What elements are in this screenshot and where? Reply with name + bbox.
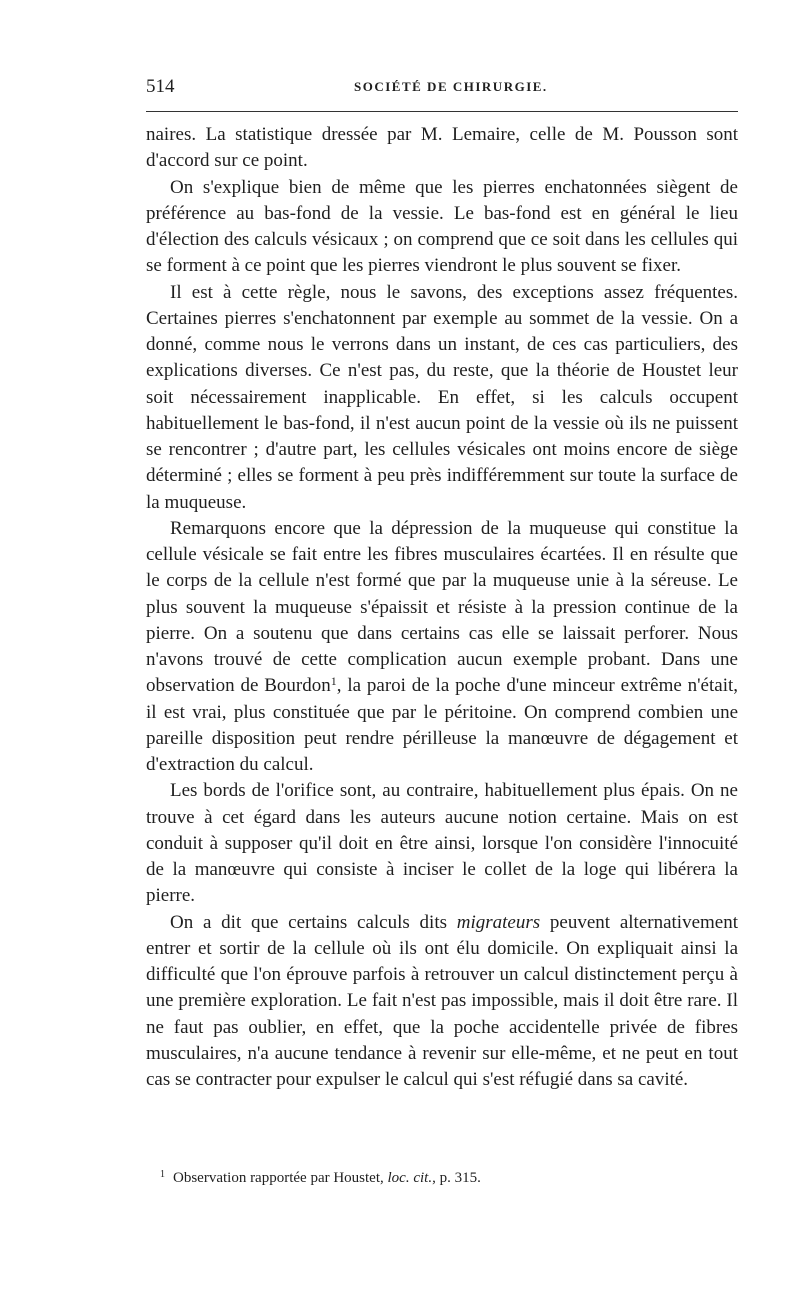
footnote-text-end: , p. 315.: [432, 1170, 481, 1186]
header-rule: [146, 111, 738, 112]
paragraph-text: Remarquons encore que la dépression de la muqueuse qui constitue la cellule vésicale se fait entre les fibres musculaires écartées. Il en résulte que le corps de la cellule n'est formé que par la muqueuse unie à la séreuse. Le plus souvent la muqueuse s'épaissit et résiste à la pression continue de la pierre. On a soutenu que dans certains cas elle se laissait perforer. Nous n'avons trouvé de cette complication aucun exemple probant. Dans une observation de Bourdon: [146, 517, 738, 697]
footnote-reference: 1: [330, 674, 337, 689]
footnote-marker: 1: [160, 1169, 165, 1180]
paragraph: [146, 910, 738, 1094]
page-number: 514: [146, 76, 175, 97]
italic-term: migrateurs: [456, 911, 541, 933]
paragraph: [146, 175, 738, 280]
running-head: [146, 76, 738, 100]
paragraph-text: Il est à cette règle, nous le savons, des exceptions assez fréquentes. Certaines pierres s'enchatonnent par exemple au sommet de la vessie. On a donné, comme nous le verrons dans un instant, de ces cas particuliers, des explications diverses. Ce n'est pas, du reste, que la théorie de Houstet leur soit nécessairement inapplicable. En effet, si les calculs occupent habituellement le bas-fond, il n'est aucun point de la vessie où ils ne puissent se rencontrer ; d'autre part, les cellules vésicales ont moins encore de siège déterminé ; elles se forment à peu près indifféremment sur toute la surface de la muqueuse.: [146, 281, 738, 513]
paragraph-text: Les bords de l'orifice sont, au contraire, habituellement plus épais. On ne trouve à cet égard dans les auteurs aucune notion certaine. Mais on est conduit à supposer qu'il doit en être ainsi, lorsque l'on considère l'innocuité de la manœuvre qui consiste à inciser le collet de la loge qui libérera la pierre.: [146, 780, 738, 907]
body-text: [146, 122, 738, 1093]
footnote-text: Observation rapportée par Houstet,: [173, 1170, 388, 1186]
paragraph: [146, 516, 738, 779]
footnote: [160, 1168, 720, 1188]
paragraph-text: naires. La statistique dressée par M. Lemaire, celle de M. Pousson sont d'accord sur ce point.: [146, 124, 738, 172]
paragraph-text-continued: , la paroi de la poche d'une minceur extrême n'était, il est vrai, plus constituée que par le péritoine. On comprend combien une pareille disposition peut rendre périlleuse la manœuvre de dégagement et d'extraction du calcul.: [146, 675, 739, 775]
running-title: SOCIÉTÉ DE CHIRURGIE.: [354, 79, 548, 94]
footnote-citation: loc. cit.: [387, 1170, 433, 1186]
paragraph-text: On s'explique bien de même que les pierres enchatonnées siègent de préférence au bas-fond de la vessie. Le bas-fond est en général le lieu d'élection des calculs vésicaux ; on comprend que ce soit dans les cellules qui se forment à ce point que les pierres viendront le plus souvent se fixer.: [146, 176, 738, 277]
paragraph: [146, 778, 738, 909]
paragraph-text-continued: peuvent alternativement entrer et sortir de la cellule où ils ont élu domicile. On expliquait ainsi la difficulté que l'on éprouve parfois à retrouver un calcul distinctement perçu à une première exploration. Le fait n'est pas impossible, mais il doit être rare. Il ne faut pas oublier, en effet, que la poche accidentelle privée de fibres musculaires, n'a aucune tendance à revenir sur elle-même, et ne peut en tout cas se contracter pour expulser le calcul qui s'est réfugié dans sa cavité.: [146, 911, 738, 1090]
paragraph-text: On a dit que certains calculs dits: [170, 911, 457, 933]
paragraph: [146, 122, 738, 175]
paragraph: [146, 280, 738, 516]
